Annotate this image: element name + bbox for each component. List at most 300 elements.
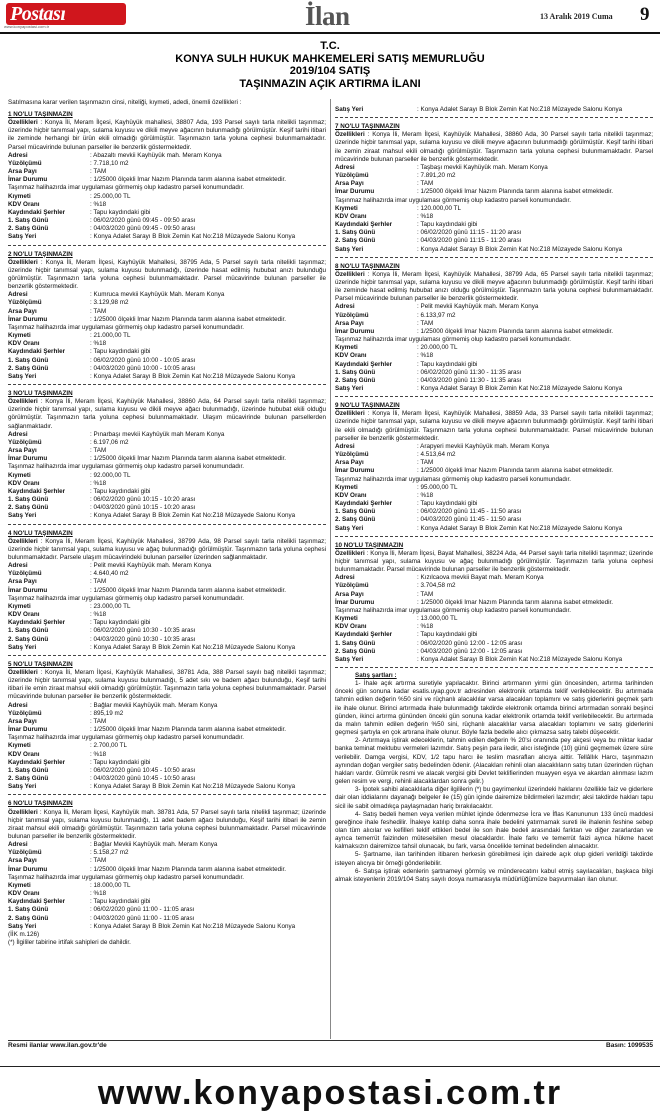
zoning-row-label: İmar Durumu bbox=[8, 865, 48, 873]
first-sale-row-value: : 06/02/2020 günü 10:30 - 10:35 arası bbox=[90, 627, 196, 635]
second-sale-row bbox=[8, 365, 326, 373]
first-sale-row-value: : 06/02/2020 günü 11:30 - 11:35 arası bbox=[417, 368, 522, 376]
left-note-ilk: (İİK m.126) bbox=[8, 930, 40, 938]
sale-place-row-label: Satış Yeri bbox=[8, 643, 37, 651]
annotation-row bbox=[8, 488, 326, 496]
lot-block bbox=[8, 524, 326, 652]
first-sale-row bbox=[335, 508, 653, 516]
sale-place-row bbox=[335, 525, 653, 533]
share-row-value: : TAM bbox=[90, 307, 107, 315]
header-line-2: KONYA SULH HUKUK MAHKEMELERİ SATIŞ MEMURLUĞU bbox=[175, 52, 485, 65]
lot-description bbox=[335, 131, 653, 164]
dashed-divider bbox=[335, 536, 653, 537]
vat-row bbox=[8, 480, 326, 488]
area-row-value: : 6.133,97 m2 bbox=[417, 311, 456, 319]
lot-block bbox=[335, 257, 653, 394]
vat-row-value: : %18 bbox=[90, 200, 107, 208]
vat-row bbox=[8, 201, 326, 209]
sale-place-row-label: Satış Yeri bbox=[8, 783, 37, 791]
lot-block bbox=[8, 384, 326, 521]
second-sale-row-value: : 04/03/2020 günü 11:30 - 11:35 arası bbox=[417, 376, 522, 384]
zoning-row bbox=[335, 328, 653, 336]
annotation-row bbox=[335, 361, 653, 369]
second-sale-row-label: 2. Satış Günü bbox=[8, 364, 49, 372]
value-row bbox=[335, 344, 653, 352]
zoning-row-label: İmar Durumu bbox=[335, 467, 375, 475]
dashed-divider bbox=[8, 384, 326, 385]
area-row-label: Yüzölçümü bbox=[335, 451, 369, 459]
second-sale-row-value: : 04/03/2020 günü 10:45 - 10:50 arası bbox=[90, 775, 196, 783]
left-column bbox=[8, 106, 326, 1032]
zoning-row-value: : 1/25000 ölçekli İmar Nazım Planında tarım alanına isabet etmektedir. bbox=[90, 315, 287, 323]
annotation-row-value: : Tapu kaydındaki gibi bbox=[90, 619, 151, 627]
lot-block bbox=[335, 396, 653, 533]
value-row bbox=[8, 882, 326, 890]
area-row-label: Yüzölçümü bbox=[8, 438, 42, 446]
second-sale-row-label: 2. Satış Günü bbox=[335, 647, 376, 655]
share-row-label: Arsa Payı bbox=[8, 578, 37, 586]
sale-place-row-value: : Konya Adalet Sarayı B Blok Zemin Kat No:Z18 Müzayede Salonu Konya bbox=[90, 512, 296, 520]
share-row bbox=[8, 308, 326, 316]
address-row-label: Adresi bbox=[8, 430, 28, 438]
sale-place-row bbox=[8, 233, 326, 241]
area-row-value: : 6.197,06 m2 bbox=[90, 438, 129, 446]
ozellikler-value: : Konya İli, Meram İlçesi, Bayat Mahallesi, 38224 Ada, 44 Parsel sayılı tarla nitelikli taşınmaz; üzerinde hiçbir tanımsal yapı, sulama kuyusu ve ağaç bulunmadığı görülmüştür. Taşınmazın tarla yoluna cephesi bulunmamaktadır. Parsel mücavirinde bulunan parseller ile benzerlik göstermektedir. bbox=[335, 549, 653, 574]
ozellikler-label: Özellikleri bbox=[335, 131, 365, 139]
lot-description bbox=[335, 410, 653, 443]
page-number: 9 bbox=[640, 4, 650, 25]
value-row-value: : 92.000,00 TL bbox=[90, 471, 131, 479]
dashed-divider bbox=[8, 245, 326, 246]
first-sale-row-label: 1. Satış Günü bbox=[8, 496, 49, 504]
lot-description bbox=[8, 259, 326, 292]
sale-place-row-label: Satış Yeri bbox=[8, 233, 37, 241]
address-row-label: Adresi bbox=[335, 163, 355, 171]
share-row bbox=[8, 718, 326, 726]
annotation-row bbox=[335, 631, 653, 639]
section-title: İlan bbox=[305, 1, 350, 31]
address-row-value: : Pelit mevkii Kayhüyük mah. Meram Konya bbox=[417, 303, 539, 311]
annotation-row bbox=[8, 759, 326, 767]
zoning-row-value: : 1/25000 ölçekli İmar Nazım Planında tarım alanına isabet etmektedir. bbox=[417, 598, 614, 606]
address-row bbox=[335, 443, 653, 451]
ozellikler-value: : Konya İli, Meram İlçesi, Kayhüyük Mahallesi, 38799 Ada, 98 Parsel sayılı tarla nitelikli taşınmaz; üzerinde hiçbir tanımsal yapı, sulama kuyusu ve ağaç bulunmadığı görülmüştür. Taşınmazın tarla yoluna cephesi bulunmamaktadır. Parsele ulaşım mücavirindeki bulunan parseller üzerinden sağlanmaktadır. bbox=[8, 537, 326, 561]
address-row bbox=[8, 152, 326, 160]
ozellikler-value: : Konya İli, Meram İlçesi, Kayhüyük Mahallesi, 38781 Ada, 388 Parsel sayılı bağ nitelikli taşınmaz; üzerinde hiçbir tanımsal yapı, sulama kuyusu bulunmadığı, 5 adet sıkı ve badem ağacı bulunduğu, Keşif tarihi itibari ile emin ziraat mahsul ekili olmadığı görülmüştür. Taşınmazın tarla yoluna cephesi bulunmamaktadır. Parsel mücavirinde bulunan parseller ile benzerlik göstermektedir. bbox=[8, 669, 326, 701]
annotation-row bbox=[335, 500, 653, 508]
zoning-row-label: İmar Durumu bbox=[335, 598, 375, 606]
first-sale-row-label: 1. Satış Günü bbox=[8, 356, 49, 364]
value-row-value: : 2.700,00 TL bbox=[90, 742, 127, 750]
area-row bbox=[335, 312, 653, 320]
zoning-note: Taşınmaz halihazırda imar uygulaması görmemiş olup kadastro parseli konumundadır. bbox=[8, 323, 244, 331]
second-sale-row-label: 2. Satış Günü bbox=[8, 635, 49, 643]
first-sale-row-label: 1. Satış Günü bbox=[8, 627, 49, 635]
annotation-row-label: Kaydındaki Şerhler bbox=[8, 898, 66, 906]
zoning-row-value: : 1/25000 ölçekli İmar Nazım Planında tarım alanına isabet etmektedir. bbox=[90, 726, 287, 734]
lot-description bbox=[8, 538, 326, 562]
address-row bbox=[335, 164, 653, 172]
value-row-label: Kıymeti bbox=[8, 192, 31, 200]
first-sale-row bbox=[8, 906, 326, 914]
second-sale-row-value: : 04/03/2020 günü 12:00 - 12:05 arası bbox=[417, 647, 523, 655]
area-row-value: : 3.704,58 m2 bbox=[417, 582, 456, 590]
vat-row-value: : %18 bbox=[90, 479, 107, 487]
second-sale-row-value: : 04/03/2020 günü 10:15 - 10:20 arası bbox=[90, 504, 196, 512]
area-row bbox=[8, 849, 326, 857]
address-row-label: Adresi bbox=[335, 442, 355, 450]
zoning-row bbox=[8, 726, 326, 734]
zoning-note: Taşınmaz halihazırda imar uygulaması görmemiş olup kadastro parseli konumundadır. bbox=[8, 873, 244, 881]
ozellikler-label: Özellikleri bbox=[8, 808, 38, 816]
annotation-row-label: Kaydındaki Şerhler bbox=[335, 500, 393, 508]
condition-item: 1- İhale açık artırma suretiyle yapılacaktır. Birinci artırmanın yirmi gün öncesinden, artırma tarihinden önceki gün sonuna kadar esatis.uyap.gov.tr adresinden elektronik ortamda teklif verilebilecektir. Bu artırmada tahmin edilen değerin %50 sini ve rüçhanlı alacaklılar varsa alacakları toplamını ve satış giderlerini geçmek şartı ile ihale olunur. Birinci artırmada ihale bulunmadığı takdirde elektronik ortamda birinci artırmadan sonraki beşinci günden, ikinci artırma gününden önceki gün sonuna kadar elektronik ortamda teklif verilebilecektir. Bu artırmada da malın tahmin edilen değerin %50 sini, rüçhanlı alacaklılar varsa alacakları toplamını ve satış giderlerini geçmesi şartıyla en çok artırana ihale olunur. Böyle fazla bedelle alıcı çıkmazsa satış talebi düşecektir. bbox=[335, 680, 653, 737]
first-sale-row bbox=[8, 217, 326, 225]
value-row-value: : 18.000,00 TL bbox=[90, 881, 131, 889]
area-row-label: Yüzölçümü bbox=[8, 849, 42, 857]
condition-item: 2- Artırmaya iştirak edeceklerin, tahmin edilen değerin % 20'si oranında pey akçesi veya bu miktar kadar banka teminat mektubu vermeleri lazımdır. Satış peşin para iledir, alıcı isteğinde (10) günü geçmemek üzere süre verilebilir. Damga vergisi, KDV, 1/2 tapu harcı ile teslim masrafları alıcıya aittir. Tellâllık Harcı, taşınmazın aynından doğan vergiler satış bedelinden ödenir. (Alacakları rehinli olan alacaklıların satış tutarı üzerinden rüçhan hakları vardır. Gümrük resmi ve alacak vergisi gibi Devlet teklifierinden muayyen eşya ve akardan alınması lazım gelen resim ve vergi, rehinli alacaklardan sonra gelir.) bbox=[335, 737, 653, 786]
sale-place-row-label: Satış Yeri bbox=[335, 385, 364, 392]
sale-place-row-value: : Konya Adalet Sarayı B Blok Zemin Kat No:Z18 Müzayede Salonu Konya bbox=[90, 783, 296, 791]
zoning-row-value: : 1/25000 ölçekli İmar Nazım Planında tarım alanına isabet etmektedir. bbox=[90, 586, 287, 594]
share-row bbox=[335, 180, 653, 188]
second-sale-row-value: : 04/03/2020 günü 10:00 - 10:05 arası bbox=[90, 364, 196, 372]
second-sale-row bbox=[8, 775, 326, 783]
sale-place-row-value: : Konya Adalet Sarayı B Blok Zemin Kat No:Z18 Müzayede Salonu Konya bbox=[417, 385, 623, 392]
sale-place-row bbox=[8, 923, 326, 931]
sale-place-row-label: Satış Yeri bbox=[335, 655, 364, 663]
zoning-row-value: : 1/25000 ölçekli İmar Nazım Planında tarım alanına isabet etmektedir. bbox=[90, 176, 287, 184]
address-row-label: Adresi bbox=[8, 291, 28, 299]
value-row bbox=[335, 484, 653, 492]
intro-text: Satılmasına karar verilen taşınmazın cinsi, niteliği, kıymeti, adedi, önemli özellikleri : bbox=[8, 99, 242, 106]
annotation-row bbox=[8, 348, 326, 356]
address-row bbox=[335, 574, 653, 582]
issue-date: 13 Aralık 2019 Cuma bbox=[540, 12, 613, 21]
vat-row-value: : %18 bbox=[417, 352, 434, 360]
vat-row bbox=[335, 492, 653, 500]
zoning-row-label: İmar Durumu bbox=[8, 315, 48, 323]
zoning-row-value: : 1/25000 ölçekli İmar Nazım Planında tarım alanına isabet etmektedir. bbox=[90, 865, 287, 873]
first-sale-row-label: 1. Satış Günü bbox=[8, 906, 49, 914]
dashed-divider bbox=[335, 396, 653, 397]
first-sale-row bbox=[335, 369, 653, 377]
zoning-note: Taşınmaz halihazırda imar uygulaması görmemiş olup kadastro parseli konumundadır. bbox=[8, 184, 244, 192]
zoning-row-label: İmar Durumu bbox=[8, 586, 48, 594]
area-row-label: Yüzölçümü bbox=[8, 709, 42, 717]
ozellikler-value: : Konya İli, Meram İlçesi, Kayhüyük Mahallesi, 38799 Ada, 65 Parsel sayılı tarla nitelikli taşınmaz; üzerinde hiçbir tanımsal yapı, sulama kuyusu ve dikili meyve ağacının bulunmadığı görülmüştür. Keşif tarihi itibari ile zeminde hasat edilmiş hububat anızı olduğu görülmüştür. Taşınmazın tarla yoluna cephesi bulunmamaktadır. Parsel mücavirinde bulunan parseller ile benzerlik göstermektedir. bbox=[335, 270, 653, 303]
address-row bbox=[8, 431, 326, 439]
area-row bbox=[335, 582, 653, 590]
first-sale-row-value: : 06/02/2020 günü 10:15 - 10:20 arası bbox=[90, 496, 196, 504]
second-sale-row-label: 2. Satış Günü bbox=[335, 516, 376, 524]
address-row bbox=[8, 841, 326, 849]
value-row-label: Kıymeti bbox=[8, 332, 31, 340]
vat-row bbox=[8, 340, 326, 348]
area-row-value: : 7.891,20 m2 bbox=[417, 172, 456, 180]
second-sale-row-value: : 04/03/2020 günü 09:45 - 09:50 arası bbox=[90, 225, 196, 233]
first-sale-row-value: : 06/02/2020 günü 10:45 - 10:50 arası bbox=[90, 766, 196, 774]
sale-place-row-value: : Konya Adalet Sarayı B Blok Zemin Kat No:Z18 Müzayede Salonu Konya bbox=[90, 922, 296, 930]
area-row-value: : 5.158,27 m2 bbox=[90, 849, 129, 857]
share-row-value: : TAM bbox=[90, 717, 107, 725]
logo-url: www.konyapostasi.com.tr bbox=[4, 24, 50, 29]
lot-description bbox=[8, 809, 326, 842]
share-row-label: Arsa Payı bbox=[335, 319, 364, 327]
zoning-note: Taşınmaz halihazırda imar uygulaması görmemiş olup kadastro parseli konumundadır. bbox=[8, 463, 244, 471]
sale-place-row-value: : Konya Adalet Sarayı B Blok Zemin Kat No:Z18 Müzayede Salonu Konya bbox=[417, 245, 623, 253]
sale-place-row-label: Satış Yeri bbox=[335, 524, 364, 532]
address-row-label: Adresi bbox=[335, 303, 355, 311]
first-sale-row bbox=[8, 357, 326, 365]
second-sale-row bbox=[8, 504, 326, 512]
vat-row bbox=[335, 623, 653, 631]
zoning-note: Taşınmaz halihazırda imar uygulaması görmemiş olup kadastro parseli konumundadır. bbox=[8, 594, 244, 602]
header-line-4: TAŞINMAZIN AÇIK ARTIRMA İLANI bbox=[239, 77, 421, 90]
lot-description bbox=[335, 271, 653, 304]
annotation-row-label: Kaydındaki Şerhler bbox=[8, 487, 66, 495]
area-row-label: Yüzölçümü bbox=[335, 172, 369, 180]
second-sale-row-label: 2. Satış Günü bbox=[8, 225, 49, 233]
masthead bbox=[0, 0, 660, 34]
lot-description bbox=[8, 119, 326, 152]
lot-block bbox=[335, 117, 653, 254]
sale-place-row bbox=[335, 246, 653, 254]
area-row bbox=[8, 439, 326, 447]
vat-row-label: KDV Oranı bbox=[335, 212, 367, 220]
second-sale-row-value: : 04/03/2020 günü 11:00 - 11:05 arası bbox=[90, 914, 195, 922]
value-row-value: : 23.000,00 TL bbox=[90, 602, 131, 610]
continued-sale-place-row bbox=[335, 106, 653, 114]
condition-item: 6- Satışa iştirak edenlerin şartnameyi görmüş ve münderecatını kabul etmiş sayılacakları, başkaca bilgi almak isteyenlerin 2019/104 Satış sayılı dosya numarasıyla müdürlüğümüze başvurmaları ilan olunur. bbox=[335, 867, 653, 883]
lot-block bbox=[8, 245, 326, 382]
first-sale-row-value: : 06/02/2020 günü 12:00 - 12:05 arası bbox=[417, 639, 523, 647]
ozellikler-label: Özellikleri bbox=[335, 410, 365, 418]
lot-title: 4 NO'LU TAŞINMAZIN bbox=[8, 529, 73, 537]
value-row bbox=[8, 472, 326, 480]
value-row bbox=[8, 603, 326, 611]
value-row-label: Kıymeti bbox=[8, 602, 31, 610]
zoning-row-value: : 1/25000 ölçekli İmar Nazım Planında tarım alanına isabet etmektedir. bbox=[90, 455, 287, 463]
zoning-row-value: : 1/25000 ölçekli İmar Nazım Planında tarım alanına isabet etmektedir. bbox=[417, 467, 614, 475]
annotation-row bbox=[335, 221, 653, 229]
second-sale-row bbox=[335, 648, 653, 656]
lot-title: 3 NO'LU TAŞINMAZIN bbox=[8, 390, 73, 397]
vat-row-label: KDV Oranı bbox=[8, 479, 40, 487]
newspaper-logo[interactable] bbox=[6, 3, 126, 25]
sale-place-row-value: : Konya Adalet Sarayı B Blok Zemin Kat No:Z18 Müzayede Salonu Konya bbox=[90, 233, 296, 241]
area-row-value: : 4.640,40 m2 bbox=[90, 570, 129, 578]
ozellikler-value: : Konya İli, Meram İlçesi, Kayhüyük mah. 38781 Ada, 57 Parsel sayılı tarla nitelikli taşınmaz; üzerinde hiçbir tanımsal yapı, sulama kuyusu bulunmadığı, 11 adet badem ağacı bulunduğu, Keşif tarihi itibari ile zemin ziraat mahsul ekili olmadığı görülmüştür. Taşınmazın tarla yoluna cephesi bulunmamaktadır. Parsel mücavirinde bulunan parseller ile benzerlik göstermektedir. bbox=[8, 808, 326, 840]
zoning-note: Taşınmaz halihazırda imar uygulaması görmemiş olup kadastro parseli konumundadır. bbox=[335, 475, 571, 483]
share-row-value: : TAM bbox=[417, 319, 434, 327]
first-sale-row bbox=[335, 640, 653, 648]
lot-block bbox=[8, 794, 326, 931]
dashed-divider bbox=[335, 667, 653, 668]
ozellikler-label: Özellikleri bbox=[8, 119, 38, 127]
area-row-label: Yüzölçümü bbox=[8, 570, 42, 578]
second-sale-row bbox=[8, 225, 326, 233]
zoning-note: Taşınmaz halihazırda imar uygulaması görmemiş olup kadastro parseli konumundadır. bbox=[335, 336, 571, 344]
vat-row-value: : %18 bbox=[417, 491, 434, 499]
address-row bbox=[8, 291, 326, 299]
value-row-value: : 95.000,00 TL bbox=[417, 483, 458, 491]
sale-place-row bbox=[335, 385, 653, 393]
lot-description bbox=[8, 398, 326, 431]
area-row-label: Yüzölçümü bbox=[335, 311, 369, 319]
lot-title: 9 NO'LU TAŞINMAZIN bbox=[335, 402, 400, 410]
address-row-value: : Taşbaşı mevkii Kayhüyük mah. Meram Konya bbox=[417, 163, 548, 171]
sale-place-row-value: : Konya Adalet Sarayı B Blok Zemin Kat No:Z18 Müzayede Salonu Konya bbox=[417, 524, 623, 532]
second-sale-row-label: 2. Satış Günü bbox=[8, 775, 49, 783]
annotation-row-value: : Tapu kaydındaki gibi bbox=[90, 758, 151, 766]
value-row-value: : 21.000,00 TL bbox=[90, 332, 131, 340]
vat-row bbox=[8, 890, 326, 898]
zoning-row bbox=[8, 176, 326, 184]
first-sale-row bbox=[8, 496, 326, 504]
second-sale-row bbox=[8, 636, 326, 644]
value-row bbox=[8, 332, 326, 340]
value-row-label: Kıymeti bbox=[335, 483, 358, 491]
ozellikler-label: Özellikleri bbox=[335, 270, 365, 278]
zoning-row bbox=[8, 455, 326, 463]
value-row-value: : 20.000,00 TL bbox=[417, 344, 458, 352]
annotation-row-label: Kaydındaki Şerhler bbox=[8, 758, 66, 766]
sale-place-row-label: Satış Yeri bbox=[8, 512, 37, 520]
address-row-label: Adresi bbox=[8, 151, 28, 159]
vat-row-label: KDV Oranı bbox=[8, 340, 40, 348]
address-row-label: Adresi bbox=[8, 701, 28, 709]
right-column bbox=[335, 106, 653, 1036]
share-row-value: : TAM bbox=[417, 180, 434, 188]
website-banner[interactable]: www.konyapostasi.com.tr bbox=[0, 1066, 660, 1118]
annotation-row-label: Kaydındaki Şerhler bbox=[8, 619, 66, 627]
zoning-row bbox=[8, 866, 326, 874]
value-row-value: : 120.000,00 TL bbox=[417, 204, 461, 212]
zoning-row-label: İmar Durumu bbox=[335, 327, 375, 335]
zoning-row-label: İmar Durumu bbox=[8, 176, 48, 184]
area-row-value: : 4.513,64 m2 bbox=[417, 451, 456, 459]
left-note-ilgililer: (*) İlgililer tabirine irtifak sahipleri de dahildir. bbox=[8, 939, 131, 946]
notice-header bbox=[0, 40, 660, 90]
area-row-value: : 895,19 m2 bbox=[90, 709, 124, 717]
share-row bbox=[8, 578, 326, 586]
lot-title: 8 NO'LU TAŞINMAZIN bbox=[335, 262, 400, 270]
ozellikler-value: : Konya İli, Meram İlçesi, Kayhüyük Mahallesi, 38795 Ada, 5 Parsel sayılı tarla nitelikli taşınmaz; üzerinde hiçbir tanımsal yapı, sulama kuyusu bulunmadığı, üzerinde hasat edilmiş hububat anızı bulunduğu görülmüştür. Taşınmazın tarla yoluna cephesi bulunmamaktadır. Parsel mücavirinde bulunan parseller ile benzerlik göstermektedir. bbox=[8, 258, 326, 291]
vat-row-value: : %18 bbox=[417, 212, 434, 220]
area-row-value: : 3.129,98 m2 bbox=[90, 299, 129, 307]
zoning-row-label: İmar Durumu bbox=[8, 455, 48, 463]
annotation-row-value: : Tapu kaydındaki gibi bbox=[417, 221, 478, 229]
first-sale-row-label: 1. Satış Günü bbox=[335, 368, 376, 376]
zoning-row bbox=[335, 599, 653, 607]
zoning-note: Taşınmaz halihazırda imar uygulaması görmemiş olup kadastro parseli konumundadır. bbox=[335, 606, 571, 614]
vat-row bbox=[8, 611, 326, 619]
lot-description bbox=[335, 550, 653, 574]
share-row-label: Arsa Payı bbox=[335, 180, 364, 188]
ozellikler-label: Özellikleri bbox=[8, 669, 38, 676]
ozellikler-label: Özellikleri bbox=[8, 398, 38, 406]
zoning-note: Taşınmaz halihazırda imar uygulaması görmemiş olup kadastro parseli konumundadır. bbox=[8, 734, 244, 742]
ozellikler-value: : Konya İli, Meram İlçesi, Kayhüyük Mahallesi, 38860 Ada, 64 Parsel sayılı tarla nitelikli taşınmaz; üzerinde hiçbir tanımsal yapı, sulama kuyusu ve dikili meyve ağacı bulunmadığı, üzerinde hububat ekili olduğu görülmüştür. Taşınmazın tarla yoluna cephesi bulunmamaktadır. Ulaşım mücavirinde bulunan parsellerden sağlanmaktadır. bbox=[8, 398, 326, 430]
address-row-value: : Kumruca mevkii Kayhüyük Mah. Meram Konya bbox=[90, 291, 225, 299]
sale-place-row bbox=[8, 644, 326, 652]
vat-row-label: KDV Oranı bbox=[335, 623, 367, 631]
share-row-value: : TAM bbox=[417, 459, 434, 467]
area-row bbox=[335, 451, 653, 459]
zoning-row-value: : 1/25000 ölçekli İmar Nazım Planında tarım alanına isabet etmektedir. bbox=[417, 188, 614, 196]
zoning-row-label: İmar Durumu bbox=[335, 188, 375, 196]
value-row bbox=[335, 205, 653, 213]
footer-right: Basın: 1099535 bbox=[606, 1042, 653, 1049]
value-row-label: Kıymeti bbox=[335, 615, 358, 623]
vat-row-value: : %18 bbox=[90, 611, 107, 619]
second-sale-row-label: 2. Satış Günü bbox=[335, 376, 376, 384]
area-row bbox=[335, 172, 653, 180]
second-sale-row-label: 2. Satış Günü bbox=[335, 237, 376, 245]
address-row-label: Adresi bbox=[335, 574, 355, 582]
dashed-divider bbox=[335, 117, 653, 118]
ozellikler-value: : Konya İli, Meram İlçesi, Kayhüyük mahallesi, 38807 Ada, 193 Parsel sayılı tarla nitelikli taşınmaz; üzerinde hiçbir tanımsal yapı, sulama kuyusu ve dikili meyve ağacının bulunmadığı görülmüştür. Keşif tarihi itibari ile zeminde herhangi bir ürün ekili olmadığı görülmüştür. Taşınmazın tarla yoluna cephesi bulunmamaktadır. Parsel mücavirinde bulunan parseller ile benzerlik göstermektedir. bbox=[8, 119, 326, 151]
lot-title: 7 NO'LU TAŞINMAZIN bbox=[335, 123, 400, 131]
area-row bbox=[8, 710, 326, 718]
sale-place-row-label: Satış Yeri bbox=[335, 245, 364, 253]
address-row-value: : Arapyeri mevkii Kayhüyük mah. Meram Konya bbox=[417, 442, 550, 450]
second-sale-row bbox=[8, 915, 326, 923]
lot-block bbox=[8, 655, 326, 792]
value-row bbox=[8, 193, 326, 201]
first-sale-row bbox=[8, 627, 326, 635]
vat-row-value: : %18 bbox=[417, 623, 434, 631]
value-row bbox=[335, 615, 653, 623]
address-row-value: : Pelit mevkii Kayhüyük mah. Meram Konya bbox=[90, 562, 212, 570]
annotation-row bbox=[8, 898, 326, 906]
value-row-label: Kıymeti bbox=[335, 344, 358, 352]
header-line-3: 2019/104 SATIŞ bbox=[289, 65, 371, 77]
second-sale-row-value: : 04/03/2020 günü 11:15 - 11:20 arası bbox=[417, 237, 522, 245]
dashed-divider bbox=[8, 655, 326, 656]
share-row-label: Arsa Payı bbox=[8, 717, 37, 725]
share-row-value: : TAM bbox=[90, 578, 107, 586]
annotation-row bbox=[8, 619, 326, 627]
area-row bbox=[8, 299, 326, 307]
zoning-note: Taşınmaz halihazırda imar uygulaması görmemiş olup kadastro parseli konumundadır. bbox=[335, 196, 571, 204]
zoning-row-value: : 1/25000 ölçekli İmar Nazım Planında tarım alanına isabet etmektedir. bbox=[417, 327, 614, 335]
share-row-value: : TAM bbox=[417, 590, 434, 598]
area-row-label: Yüzölçümü bbox=[8, 299, 42, 307]
area-row-label: Yüzölçümü bbox=[335, 582, 369, 590]
sale-place-row bbox=[8, 373, 326, 381]
condition-item: 3- İpotek sahibi alacaklılarla diğer ilgililerin (*) bu gayrimenkul üzerindeki haklarını özellikle faiz ve giderlere dair olan iddialarını dayanağı belgeler ile (15) gün içinde dairemize bildirmeleri lazımdır; aksi takdirde hakları tapu sicil ile sabit olmadıkça paylaşmadan hariç bırakılacaktır. bbox=[335, 786, 653, 810]
vat-row-label: KDV Oranı bbox=[8, 890, 40, 898]
second-sale-row-label: 2. Satış Günü bbox=[8, 504, 49, 512]
value-row-label: Kıymeti bbox=[335, 204, 358, 212]
first-sale-row-value: : 06/02/2020 günü 11:45 - 11:50 arası bbox=[417, 508, 522, 516]
conditions-title: Satış şartları : bbox=[355, 672, 397, 679]
share-row bbox=[335, 591, 653, 599]
address-row bbox=[335, 303, 653, 311]
second-sale-row bbox=[335, 516, 653, 524]
vat-row-value: : %18 bbox=[90, 890, 107, 898]
share-row bbox=[335, 320, 653, 328]
share-row bbox=[8, 857, 326, 865]
address-row-label: Adresi bbox=[8, 562, 28, 570]
share-row-label: Arsa Payı bbox=[8, 307, 37, 315]
address-row-value: : Pınarbaşı mevkii Kayhüyük mah Meram Konya bbox=[90, 430, 225, 438]
ozellikler-label: Özellikleri bbox=[8, 537, 38, 545]
zoning-row bbox=[8, 587, 326, 595]
address-row bbox=[8, 562, 326, 570]
